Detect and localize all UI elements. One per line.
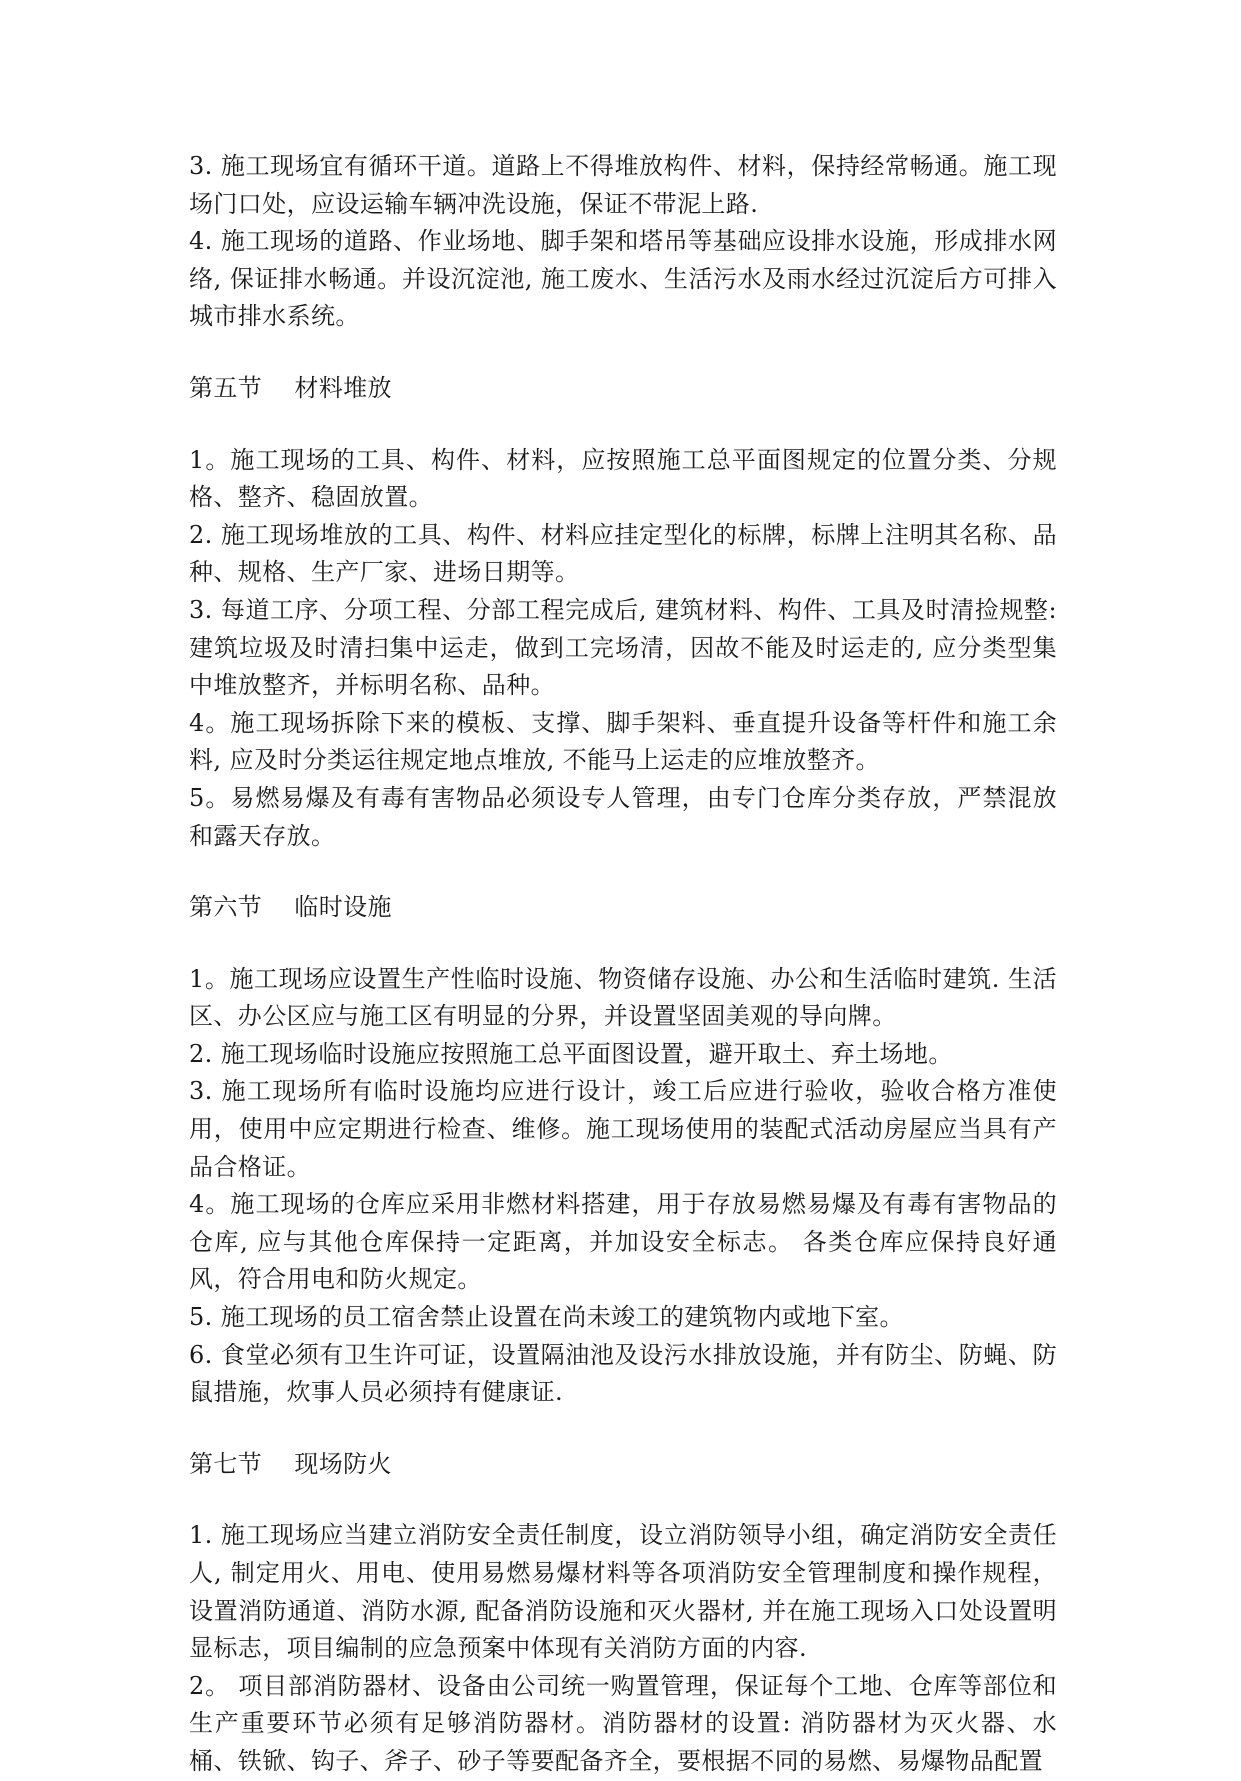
list-item: 1。施工现场应设置生产性临时设施、物资储存设施、办公和生活临时建筑. 生活区、办公区应与施工区有明显的分界，并设置坚固美观的导向牌。 bbox=[189, 964, 1057, 1031]
list-item: 3. 施工现场所有临时设施均应进行设计，竣工后应进行验收，验收合格方准使用，使用中应定期进行检查、维修。施工现场使用的装配式活动房屋应当具有产品合格证。 bbox=[189, 1077, 1057, 1181]
list-item: 2. 施工现场堆放的工具、构件、材料应挂定型化的标牌，标牌上注明其名称、品种、规格、生产厂家、进场日期等。 bbox=[189, 520, 1057, 587]
section-materials-storage bbox=[189, 370, 1057, 855]
section-items bbox=[189, 1517, 1057, 1780]
list-item: 3. 每道工序、分项工程、分部工程完成后, 建筑材料、构件、工具及时清捡规整: 建筑垃圾及时清扫集中运走，做到工完场清，因故不能及时运走的, 应分类型集中堆放整齐，并标明名称、品种。 bbox=[189, 595, 1057, 700]
section-items bbox=[189, 961, 1057, 1412]
section-heading: 第六节 临时设施 bbox=[189, 893, 392, 922]
section-items bbox=[189, 442, 1057, 856]
document-body bbox=[189, 148, 1057, 1781]
list-item: 4. 施工现场的道路、作业场地、脚手架和塔吊等基础应设排水设施，形成排水网络, 保证排水畅通。并设沉淀池, 施工废水、生活污水及雨水经过沉淀后方可排入城市排水系统。 bbox=[189, 227, 1057, 331]
section-site-fire-prevention bbox=[189, 1446, 1057, 1781]
section-temporary-facilities bbox=[189, 889, 1057, 1412]
list-item: 6. 食堂必须有卫生许可证，设置隔油池及设污水排放设施，并有防尘、防蝇、防鼠措施，炊事人员必须持有健康证. bbox=[189, 1340, 1057, 1407]
list-item: 5。易燃易爆及有毒有害物品必须设专人管理，由专门仓库分类存放，严禁混放和露天存放。 bbox=[189, 783, 1057, 850]
section-heading: 第五节 材料堆放 bbox=[189, 373, 392, 402]
list-item: 4。施工现场的仓库应采用非燃材料搭建，用于存放易燃易爆及有毒有害物品的仓库, 应与其他仓库保持一定距离，并加设安全标志。 各类仓库应保持良好通风，符合用电和防火规定。 bbox=[189, 1190, 1057, 1294]
intro-items bbox=[189, 148, 1057, 336]
list-item: 4。施工现场拆除下来的模板、支撑、脚手架料、垂直提升设备等杆件和施工余料, 应及时分类运往规定地点堆放, 不能马上运走的应堆放整齐。 bbox=[189, 708, 1057, 775]
list-item: 1。施工现场的工具、构件、材料，应按照施工总平面图规定的位置分类、分规格、整齐、稳固放置。 bbox=[189, 445, 1057, 512]
list-item: 5. 施工现场的员工宿舍禁止设置在尚未竣工的建筑物内或地下室。 bbox=[189, 1303, 904, 1332]
section-heading: 第七节 现场防火 bbox=[189, 1449, 392, 1478]
list-item: 2。 项目部消防器材、设备由公司统一购置管理，保证每个工地、仓库等部位和生产重要环节必须有足够消防器材。消防器材的设置: 消防器材为灭火器、水桶、铁锨、钩子、斧子、砂子等要配备齐全，要根据不同的易燃、易爆物品配置 bbox=[189, 1671, 1057, 1775]
list-item: 1. 施工现场应当建立消防安全责任制度，设立消防领导小组，确定消防安全责任人, 制定用火、用电、使用易燃易爆材料等各项消防安全管理制度和操作规程，设置消防通道、消防水源, 配备消防设施和灭火器材, 并在施工现场入口处设置明显标志，项目编制的应急预案中体现有关消防方面的内容. bbox=[189, 1521, 1057, 1663]
list-item: 3. 施工现场宜有循环干道。道路上不得堆放构件、材料，保持经常畅通。施工现场门口处，应设运输车辆冲洗设施，保证不带泥上路. bbox=[189, 152, 1057, 218]
list-item: 2. 施工现场临时设施应按照施工总平面图设置，避开取土、弃土场地。 bbox=[189, 1039, 953, 1068]
